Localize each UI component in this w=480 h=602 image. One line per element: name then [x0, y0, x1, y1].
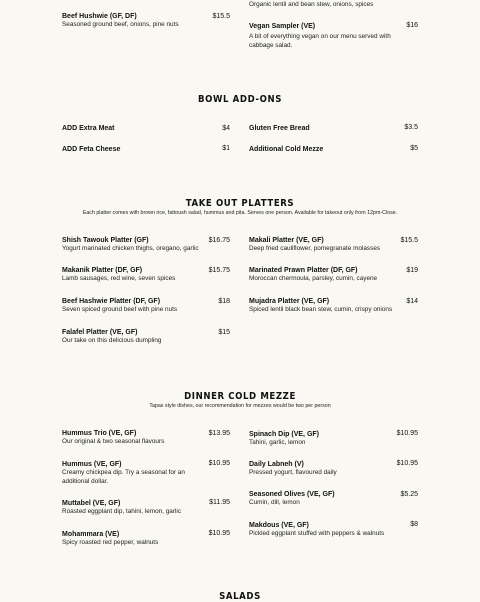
section-title: DINNER COLD MEZZE: [184, 391, 296, 402]
section-title: SALADS: [219, 591, 261, 602]
item-name: ADD Feta Cheese: [62, 146, 121, 153]
item-name: Vegan Sampler (VE): [249, 23, 316, 30]
section-subtitle: Each platter comes with brown rice, fattoush salad, hummus and pita. Serves one person. Available for takeout only from 12pm-Close.: [82, 210, 398, 216]
item-name: Makali Platter (VE, GF): [249, 237, 324, 244]
item-description: Pressed yogurt, flavoured daily: [249, 469, 337, 476]
item-name: Beef Hushwie (GF, DF): [62, 13, 137, 20]
item-price: $19: [406, 267, 418, 274]
item-name: ADD Extra Meat: [62, 125, 115, 132]
item-price: $5: [410, 145, 418, 152]
item-description: Our take on this delicious dumpling: [62, 337, 162, 344]
item-name: Makanik Platter (DF, GF): [62, 267, 143, 274]
item-name: Additional Cold Mezze: [249, 146, 324, 153]
item-price: $10.95: [208, 460, 230, 467]
item-price: $18: [218, 298, 230, 305]
item-price: $15: [218, 329, 230, 336]
item-price: $16: [406, 22, 418, 29]
item-price: $11.95: [209, 499, 230, 506]
item-description: Pickled eggplant stuffed with peppers & walnuts: [249, 530, 385, 537]
section-title: TAKE OUT PLATTERS: [185, 198, 295, 209]
item-name: Gluten Free Bread: [249, 125, 310, 132]
item-price: $4: [222, 125, 230, 132]
menu-item: [249, 490, 399, 508]
item-name: Hummus (VE, GF): [62, 461, 122, 468]
item-name: Makdous (VE, GF): [249, 522, 309, 529]
item-price: $10.95: [208, 530, 230, 537]
item-price: $15.5: [212, 13, 230, 20]
item-name: Muttabel (VE, GF): [62, 500, 121, 507]
item-price: $5.25: [400, 491, 418, 498]
menu-item: [249, 236, 399, 254]
item-description: Roasted eggplant dip, tahini, lemon, garlic: [62, 508, 182, 515]
item-price: $14: [406, 298, 418, 305]
item-description: Lamb sausages, red wine, seven spices: [62, 275, 176, 282]
item-price: $13.95: [208, 430, 230, 437]
item-name: Shish Tawouk Platter (GF): [62, 237, 149, 244]
item-name: Mohammara (VE): [62, 531, 120, 538]
item-name: Spinach Dip (VE, GF): [249, 431, 320, 438]
item-description: Moroccan chermoula, parsley, cumin, cayene: [249, 275, 378, 282]
item-description: Seven spiced ground beef with pine nuts: [62, 306, 178, 313]
item-description: Tahini, garlic, lemon: [249, 439, 306, 446]
item-name: Daily Labneh (V): [249, 461, 304, 468]
item-price: $10.95: [396, 430, 418, 437]
item-name: Beef Hashwie Platter (DF, GF): [62, 298, 161, 305]
menu-item: [249, 460, 399, 478]
item-description: Organic lentil and bean stew, onions, spices: [249, 1, 374, 8]
item-description: Cumin, dill, lemon: [249, 499, 300, 506]
menu-item: [62, 460, 197, 486]
item-name: Marinated Prawn Platter (DF, GF): [249, 267, 358, 274]
menu-item: [249, 266, 399, 284]
menu-item: [249, 430, 399, 448]
item-description: Our original & two seasonal flavours: [62, 438, 165, 445]
section-subtitle: Tapas style dishes, our recommendation for mezzes would be two per person: [149, 403, 331, 409]
item-price: $3.5: [404, 124, 418, 131]
item-price: $15.75: [208, 267, 230, 274]
item-name: Hummus Trio (VE, GF): [62, 430, 137, 437]
item-price: $10.95: [396, 460, 418, 467]
item-price: $8: [410, 521, 418, 528]
item-price: $1: [222, 145, 230, 152]
item-description: Spicy roasted red pepper, walnuts: [62, 539, 159, 546]
item-description: Yogurt marinated chicken thighs, oregano, garlic: [62, 245, 199, 252]
item-name: Falafel Platter (VE, GF): [62, 329, 138, 336]
item-price: $16.75: [208, 237, 230, 244]
item-description: Seasoned ground beef, onions, pine nuts: [62, 21, 179, 28]
section-title: BOWL ADD-ONS: [198, 94, 282, 105]
item-price: $15.5: [400, 237, 418, 244]
item-description: Spiced lentil black bean stew, cumin, crispy onions: [249, 306, 393, 313]
item-description: A bit of everything vegan on our menu served with cabbage salad.: [249, 33, 391, 49]
item-description: Deep fried cauliflower, pomegranate molasses: [249, 245, 381, 252]
item-name: Seasoned Olives (VE, GF): [249, 491, 335, 498]
menu-item: [249, 22, 399, 50]
item-description: Creamy chickpea dip. Try a seasonal for an additional dollar.: [62, 469, 185, 485]
item-name: Mujadra Platter (VE, GF): [249, 298, 330, 305]
